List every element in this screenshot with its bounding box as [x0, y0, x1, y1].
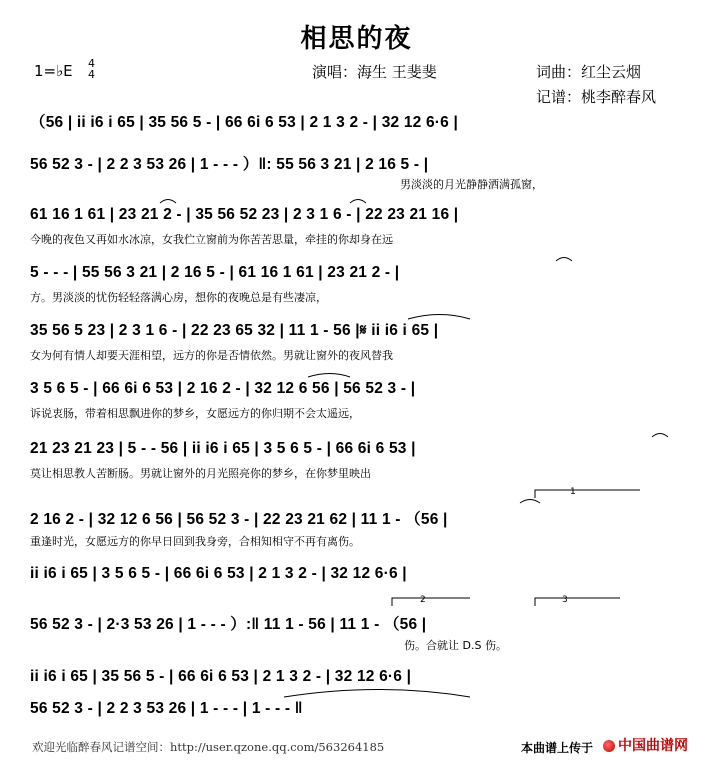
score-line-9: ii i6 i 65 | 3 5 6 5 - | 66 6i 6 53 | 2 1 3 2 - | 32 12 6·6 | [30, 565, 407, 582]
lyric-line-6: 诉说衷肠，带着相思飘进你的梦乡，女愿远方的你归期不会太遥远， [30, 407, 360, 420]
score-line-4: 5 - - - | 55 56 3 21 | 2 16 5 - | 61 16 1 61 | 23 21 2 - | [30, 264, 400, 281]
volta-bracket-2 [392, 598, 470, 606]
volta-bracket-3 [535, 598, 620, 606]
lyric-line-8: 重逢时光，女愿远方的你早日回到我身旁，合相知相守不再有离伤。 [30, 535, 360, 548]
slur-mark [284, 690, 470, 698]
score-line-10: 56 52 3 - | 2·3 53 26 | 1 - - - ）:‖ 11 1 - 56 | 11 1 - （56 | [30, 616, 427, 633]
music-site-logo-icon [603, 740, 615, 752]
upload-note: 本曲谱上传于 [521, 741, 594, 755]
volta-bracket-1 [535, 490, 640, 498]
slur-mark [160, 200, 176, 204]
score-line-1: （56 | ii i6 i 65 | 35 56 5 - | 66 6i 6 53 | 2 1 3 2 - | 32 12 6·6 | [30, 114, 459, 131]
score-line-8: 2 16 2 - | 32 12 6 56 | 56 52 3 - | 22 23 21 62 | 11 1 - （56 | [30, 511, 448, 528]
volta-number-2: 2 [420, 595, 426, 605]
lyric-line-4: 方。男淡淡的忧伤轻轻落满心房，想你的夜晚总是有些凄凉， [30, 291, 327, 304]
slur-mark [308, 374, 350, 378]
slur-mark [556, 258, 572, 262]
slur-mark [408, 315, 470, 320]
score-line-12: 56 52 3 - | 2 2 3 53 26 | 1 - - - | 1 - - - ‖ [30, 700, 303, 717]
volta-number-1: 1 [570, 487, 576, 497]
score-line-3: 61 16 1 61 | 23 21 2 - | 35 56 52 23 | 2 3 1 6 - | 22 23 21 16 | [30, 206, 459, 223]
notation-credit: 记谱：桃李醉春风 [536, 88, 657, 106]
score-line-6: 3 5 6 5 - | 66 6i 6 53 | 2 16 2 - | 32 12 6 56 | 56 52 3 - | [30, 380, 416, 397]
page-title: 相思的夜 [300, 24, 413, 54]
meter-bottom: 4 [88, 68, 95, 81]
site-name: 中国曲谱网 [618, 738, 688, 754]
score-line-11: ii i6 i 65 | 35 56 5 - | 66 6i 6 53 | 2 1 3 2 - | 32 12 6·6 | [30, 668, 412, 685]
score-line-7: 21 23 21 23 | 5 - - 56 | ii i6 i 65 | 3 5 6 5 - | 66 6i 6 53 | [30, 440, 416, 457]
key-signature: 1=♭E [34, 62, 73, 80]
slur-mark [652, 434, 668, 438]
score-line-5: 35 56 5 23 | 2 3 1 6 - | 22 23 65 32 | 11 1 - 56 |𝄋 ii i6 i 65 | [30, 322, 439, 339]
lyric-line-7: 莫让相思教人苦断肠。男就让窗外的月光照亮你的梦乡，在你梦里映出 [30, 467, 371, 480]
meter-top: 4 [88, 57, 95, 70]
volta-number-3: 3 [562, 595, 568, 605]
lyric-line-3: 今晚的夜色又再如水冰凉，女我伫立窗前为你苦苦思量，牵挂的你却身在远 [30, 233, 393, 246]
score-line-2: 56 52 3 - | 2 2 3 53 26 | 1 - - - ）‖: 55 56 3 21 | 2 16 5 - | [30, 156, 429, 173]
singers-credit: 演唱：海生 王斐斐 [312, 63, 437, 81]
slur-mark [520, 500, 540, 504]
site-logo[interactable] [603, 735, 688, 755]
lyric-line-10: 伤。合就让 D.S 伤。 [404, 639, 507, 652]
slur-mark [350, 200, 366, 204]
lyric-line-5: 女为何有情人却要天涯相望，远方的你是否情依然。男就让窗外的夜风替我 [30, 349, 393, 362]
lyric-line-2: 男淡淡的月光静静洒满孤窗， [400, 178, 543, 191]
welcome-footer: 欢迎光临醉春风记谱空间：http://user.qzone.qq.com/563264185 [32, 740, 385, 754]
composer-credit: 词曲：红尘云烟 [536, 63, 642, 81]
